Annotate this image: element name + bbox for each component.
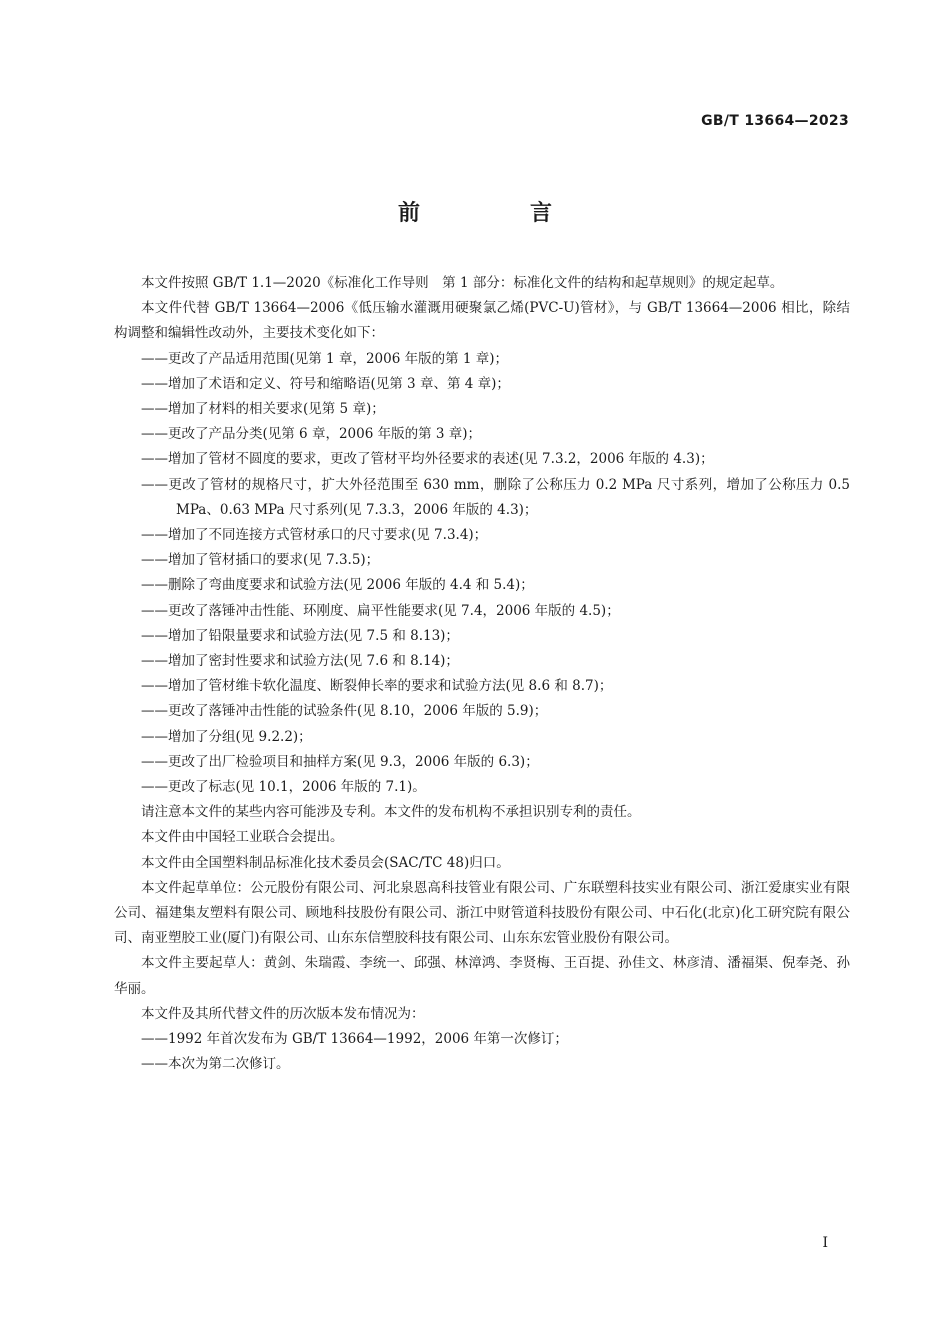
list-item: ——更改了落锤冲击性能的试验条件(见 8.10，2006 年版的 5.9)； — [141, 703, 548, 720]
list-item: ——更改了产品适用范围(见第 1 章，2006 年版的第 1 章)； — [141, 350, 509, 367]
page-number: I — [822, 1235, 828, 1251]
list-item: ——更改了落锤冲击性能、环刚度、扁平性能要求(见 7.4，2006 年版的 4.5)； — [141, 602, 620, 619]
paragraph-replaces: 本文件代替 GB/T 13664—2006《低压输水灌溉用硬聚氯乙烯(PVC-U)管材》，与 GB/T 13664—2006 相比，除结构调整和编辑性改动外，主要技术变化如下： — [114, 300, 850, 342]
list-item: ——增加了不同连接方式管材承口的尺寸要求(见 7.3.4)； — [141, 527, 488, 544]
list-item: ——增加了术语和定义、符号和缩略语(见第 3 章、第 4 章)； — [141, 375, 510, 392]
list-item: ——更改了出厂检验项目和抽样方案(见 9.3，2006 年版的 6.3)； — [141, 753, 539, 770]
list-item: ——增加了材料的相关要求(见第 5 章)； — [141, 401, 385, 418]
list-item: ——更改了标志(见 10.1，2006 年版的 7.1)。 — [141, 779, 426, 796]
list-item: ——增加了管材维卡软化温度、断裂伸长率的要求和试验方法(见 8.6 和 8.7)； — [141, 678, 613, 695]
standard-code: GB/T 13664—2023 — [701, 113, 849, 129]
page-title: 前 言 — [397, 201, 596, 226]
list-item: ——删除了弯曲度要求和试验方法(见 2006 年版的 4.4 和 5.4)； — [141, 577, 534, 594]
paragraph-drafting-units: 本文件起草单位：公元股份有限公司、河北泉恩高科技管业有限公司、广东联塑科技实业有限公司、浙江爱康实业有限公司、福建集友塑料有限公司、顾地科技股份有限公司、浙江中财管道科技股份有限公司、中石化(北京)化工研究院有限公司、南亚塑胶工业(厦门)有限公司、山东东信塑胶科技有限公司、山东东宏管业股份有限公司。 — [114, 879, 850, 947]
document-body — [114, 271, 850, 1078]
list-item: ——增加了管材不圆度的要求，更改了管材平均外径要求的表述(见 7.3.2，2006 年版的 4.3)； — [141, 451, 714, 468]
paragraph-proposer: 本文件由中国轻工业联合会提出。 — [141, 829, 344, 846]
history-list — [114, 1027, 850, 1077]
list-item: ——更改了管材的规格尺寸，扩大外径范围至 630 mm，删除了公称压力 0.2 MPa 尺寸系列，增加了公称压力 0.5 MPa、0.63 MPa 尺寸系列(见 7.3.3，2006 年版的 4.3)； — [141, 476, 850, 518]
paragraph-drafters: 本文件主要起草人：黄剑、朱瑞霞、李统一、邱强、林漳鸿、李贤梅、王百提、孙佳文、林彦清、潘福渠、倪奉尧、孙华丽。 — [114, 955, 850, 997]
list-item: ——增加了分组(见 9.2.2)； — [141, 728, 312, 745]
paragraph-drafting-rules: 本文件按照 GB/T 1.1—2020《标准化工作导则 第 1 部分：标准化文件的结构和起草规则》的规定起草。 — [141, 275, 784, 291]
changes-list — [114, 347, 850, 801]
list-item: ——1992 年首次发布为 GB/T 13664—1992，2006 年第一次修订； — [141, 1031, 568, 1048]
paragraph-history-intro: 本文件及其所代替文件的历次版本发布情况为： — [141, 1005, 425, 1022]
list-item: ——增加了密封性要求和试验方法(见 7.6 和 8.14)； — [141, 653, 459, 670]
list-item: ——增加了管材插口的要求(见 7.3.5)； — [141, 552, 380, 569]
paragraph-patent-notice: 请注意本文件的某些内容可能涉及专利。本文件的发布机构不承担识别专利的责任。 — [141, 804, 641, 821]
list-item: ——更改了产品分类(见第 6 章，2006 年版的第 3 章)； — [141, 426, 482, 443]
list-item: ——本次为第二次修订。 — [141, 1056, 290, 1073]
paragraph-committee: 本文件由全国塑料制品标准化技术委员会(SAC/TC 48)归口。 — [141, 854, 510, 871]
list-item: ——增加了铅限量要求和试验方法(见 7.5 和 8.13)； — [141, 627, 459, 644]
